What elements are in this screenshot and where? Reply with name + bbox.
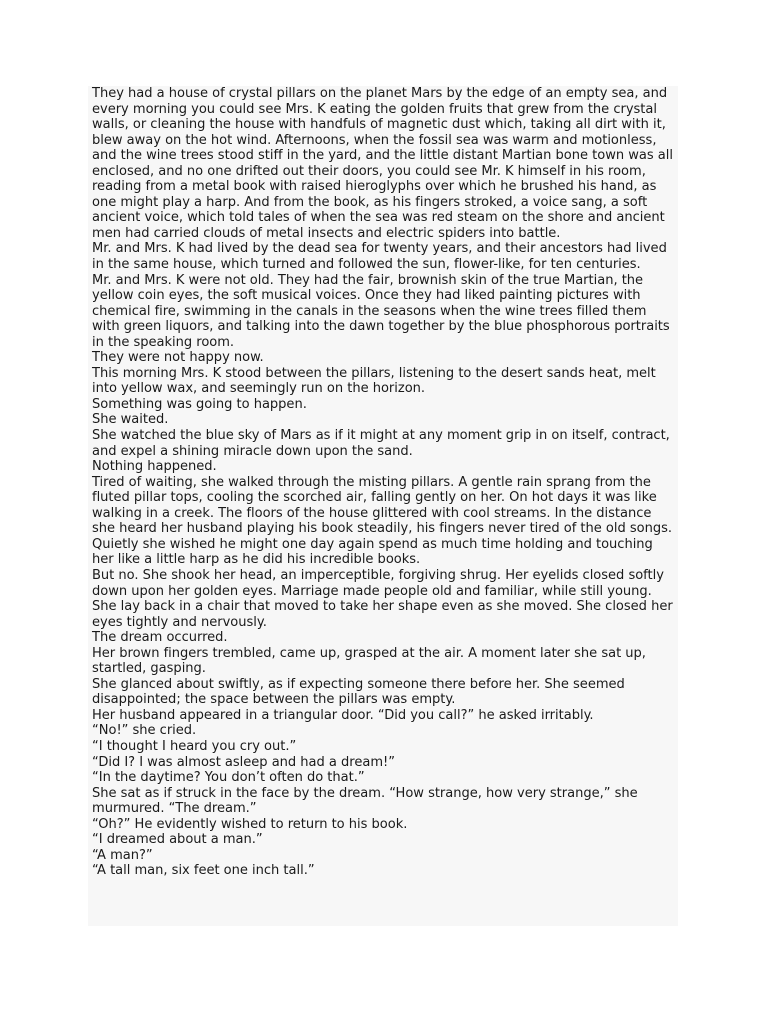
paragraph: “I thought I heard you cry out.”	[92, 738, 297, 754]
paragraph: She waited.	[92, 412, 169, 428]
paragraph: “A man?”	[92, 847, 153, 863]
text-block	[88, 86, 678, 926]
paragraph: Her husband appeared in a triangular door. “Did you call?” he asked irritably.	[92, 707, 594, 723]
paragraph: But no. She shook her head, an imperceptible, forgiving shrug. Her eyelids closed softly down upon her golden eyes. Marriage made people old and familiar, while still young.	[92, 567, 664, 599]
paragraph: They had a house of crystal pillars on the planet Mars by the edge of an empty sea, and every morning you could see Mrs. K eating the golden fruits that grew from the crystal walls, or cleaning the house with handfuls of magnetic dust which, taking all dirt with it, blew away on the hot wind. Afternoons, when the fossil sea was warm and motionless, and the wine trees stood stiff in the yard, and the little distant Martian bone town was all enclosed, and no one drifted out their doors, you could see Mr. K himself in his room, reading from a metal book with raised hieroglyphs over which he brushed his hand, as one might play a harp. And from the book, as his fingers stroked, a voice sang, a soft ancient voice, which told tales of when the sea was red steam on the shore and ancient men had carried clouds of metal insects and electric spiders into battle.	[92, 86, 673, 241]
paragraph: “In the daytime? You don’t often do that.”	[92, 770, 365, 786]
paragraph: Nothing happened.	[92, 459, 217, 475]
paragraph: “A tall man, six feet one inch tall.”	[92, 863, 315, 879]
paragraph: She sat as if struck in the face by the dream. “How strange, how very strange,” she murmured. “The dream.”	[92, 785, 638, 817]
paragraph: She glanced about swiftly, as if expecting someone there before her. She seemed disappointed; the space between the pillars was empty.	[92, 676, 625, 708]
paragraph: “Oh?” He evidently wished to return to his book.	[92, 816, 408, 832]
paragraph: She watched the blue sky of Mars as if it might at any moment grip in on itself, contract, and expel a shining miracle down upon the sand.	[92, 428, 670, 459]
paragraph: They were not happy now.	[92, 350, 264, 366]
paragraph: Tired of waiting, she walked through the misting pillars. A gentle rain sprang from the fluted pillar tops, cooling the scorched air, falling gently on her. On hot days it was like walking in a creek. The floors of the house glittered with cool streams. In the distance she heard her husband playing his book steadily, his fingers never tired of the old songs. Quietly she wished he might one day again spend as much time holding and touching her like a little harp as he did his incredible books.	[92, 474, 672, 568]
paragraph: Something was going to happen.	[92, 396, 307, 412]
paragraph: Mr. and Mrs. K were not old. They had the fair, brownish skin of the true Martian, the yellow coin eyes, the soft musical voices. Once they had liked painting pictures with chemical fire, swimming in the canals in the seasons when the wine trees filled them with green liquors, and talking into the dawn together by the blue phosphorous portraits in the speaking room.	[92, 272, 670, 350]
paragraph: “Did I? I was almost asleep and had a dream!”	[92, 754, 395, 770]
paragraph: The dream occurred.	[92, 630, 228, 646]
paragraph: “No!” she cried.	[92, 723, 197, 739]
paragraph: “I dreamed about a man.”	[92, 832, 263, 848]
paragraph: She lay back in a chair that moved to take her shape even as she moved. She closed her eyes tightly and nervously.	[92, 599, 673, 630]
paragraph: Her brown fingers trembled, came up, grasped at the air. A moment later she sat up, startled, gasping.	[92, 645, 646, 677]
paragraph: Mr. and Mrs. K had lived by the dead sea for twenty years, and their ancestors had lived in the same house, which turned and followed the sun, flower-like, for ten centuries.	[92, 241, 667, 273]
paragraph: This morning Mrs. K stood between the pillars, listening to the desert sands heat, melt into yellow wax, and seemingly run on the horizon.	[92, 365, 656, 397]
